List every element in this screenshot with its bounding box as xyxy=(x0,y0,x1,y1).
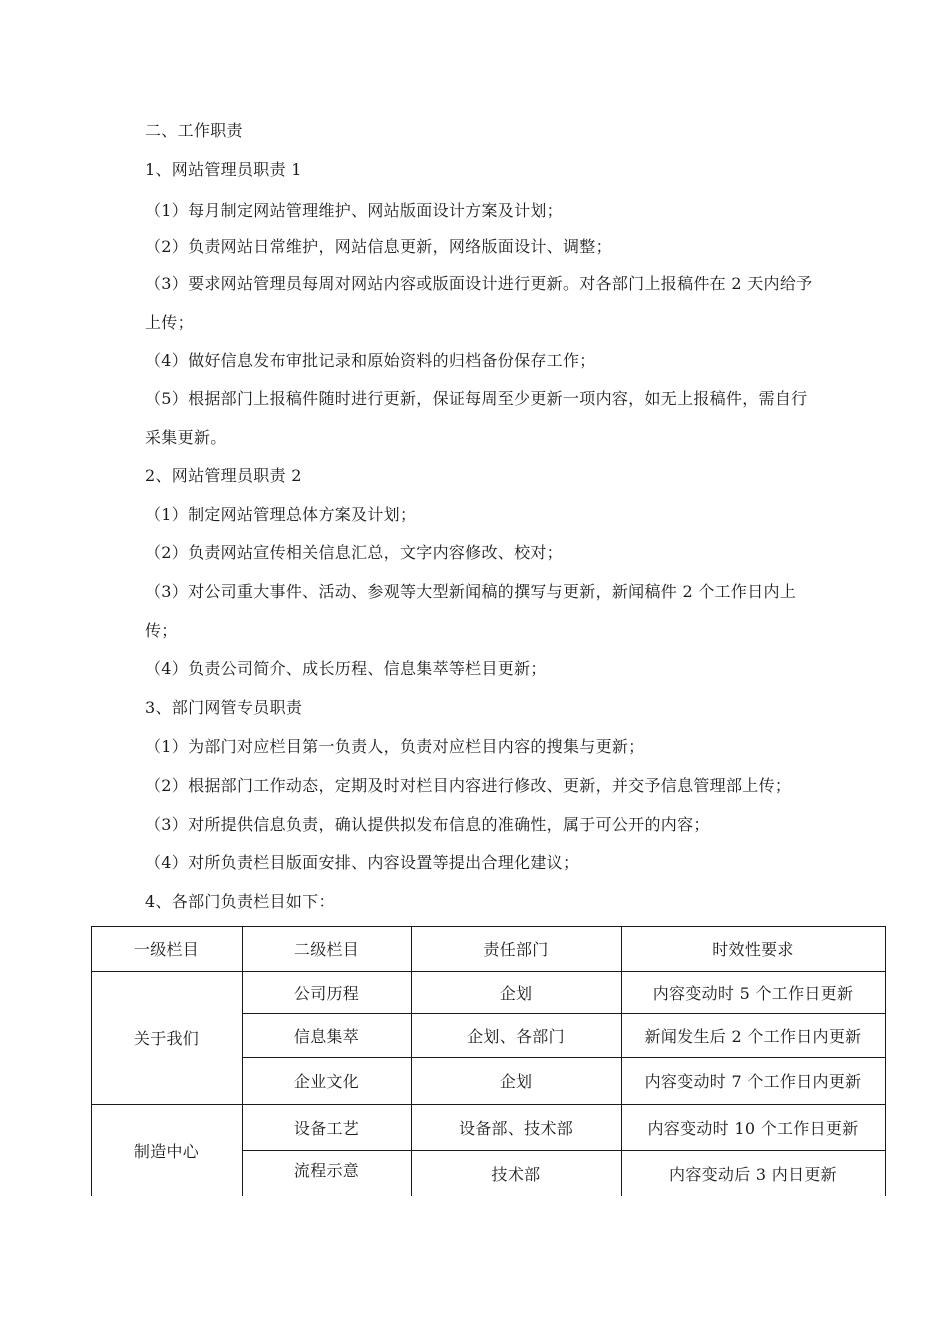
duty-item-continuation: 上传； xyxy=(145,313,194,332)
table-header-cell: 二级栏目 xyxy=(293,940,360,959)
duty-item: （3）要求网站管理员每周对网站内容或版面设计进行更新。对各部门上报稿件在 2 天内给予 xyxy=(145,274,813,293)
section-title: 3、部门网管专员职责 xyxy=(145,698,303,717)
duty-item: （5）根据部门上报稿件随时进行更新，保证每周至少更新一项内容，如无上报稿件，需自行 xyxy=(145,389,808,408)
table-cell: 企划 xyxy=(499,983,533,1003)
table-cell: 内容变动时 5 个工作日更新 xyxy=(652,983,854,1003)
table-cell: 企划 xyxy=(499,1072,533,1091)
table-cell: 设备部、技术部 xyxy=(458,1118,574,1138)
table-cell: 内容变动时 7 个工作日内更新 xyxy=(644,1072,862,1091)
table-cell: 企业文化 xyxy=(293,1072,360,1091)
duty-item: （4）负责公司简介、成长历程、信息集萃等栏目更新； xyxy=(145,659,547,678)
duty-item: （2）根据部门工作动态，定期及时对栏目内容进行修改、更新，并交予信息管理部上传； xyxy=(145,776,792,795)
primary-column-cell: 制造中心 xyxy=(133,1141,200,1161)
section-title: 2、网站管理员职责 2 xyxy=(145,466,302,485)
table-header-cell: 责任部门 xyxy=(483,940,549,959)
table-cell: 信息集萃 xyxy=(293,1026,360,1046)
table-cell: 技术部 xyxy=(491,1164,541,1184)
primary-column-cell: 关于我们 xyxy=(133,1029,200,1048)
table-cell: 流程示意 xyxy=(293,1160,360,1180)
duty-item-continuation: 采集更新。 xyxy=(145,428,227,447)
table-header-cell: 一级栏目 xyxy=(133,940,200,959)
section-heading: 二、工作职责 xyxy=(145,121,243,140)
duty-item: （2）负责网站宣传相关信息汇总，文字内容修改、校对； xyxy=(145,543,563,562)
duty-item: （1）每月制定网站管理维护、网站版面设计方案及计划； xyxy=(145,201,563,220)
table-cell: 内容变动时 10 个工作日更新 xyxy=(647,1118,859,1138)
section-title: 4、各部门负责栏目如下： xyxy=(145,892,335,911)
duty-item: （4）对所负责栏目版面安排、内容设置等提出合理化建议； xyxy=(145,853,580,872)
duty-item: （4）做好信息发布审批记录和原始资料的归档备份保存工作； xyxy=(145,351,596,370)
table-cell: 公司历程 xyxy=(293,983,360,1003)
table-cell: 企划、各部门 xyxy=(467,1026,565,1046)
table-cell: 内容变动后 3 内日更新 xyxy=(669,1164,837,1184)
duty-item: （2）负责网站日常维护，网站信息更新，网络版面设计、调整； xyxy=(145,237,612,256)
section-title: 1、网站管理员职责 1 xyxy=(145,160,302,179)
duty-item: （1）制定网站管理总体方案及计划； xyxy=(145,505,417,524)
column-responsibility-table xyxy=(91,926,886,1196)
table-cell: 新闻发生后 2 个工作日内更新 xyxy=(644,1026,862,1046)
duty-item-continuation: 传； xyxy=(145,621,178,640)
table-cell: 设备工艺 xyxy=(293,1118,360,1138)
table-header-cell: 时效性要求 xyxy=(712,940,794,959)
duty-item: （3）对所提供信息负责，确认提供拟发布信息的准确性，属于可公开的内容； xyxy=(145,815,710,834)
duty-item: （1）为部门对应栏目第一负责人，负责对应栏目内容的搜集与更新； xyxy=(145,737,645,756)
duty-item: （3）对公司重大事件、活动、参观等大型新闻稿的撰写与更新，新闻稿件 2 个工作日内上 xyxy=(145,582,797,601)
